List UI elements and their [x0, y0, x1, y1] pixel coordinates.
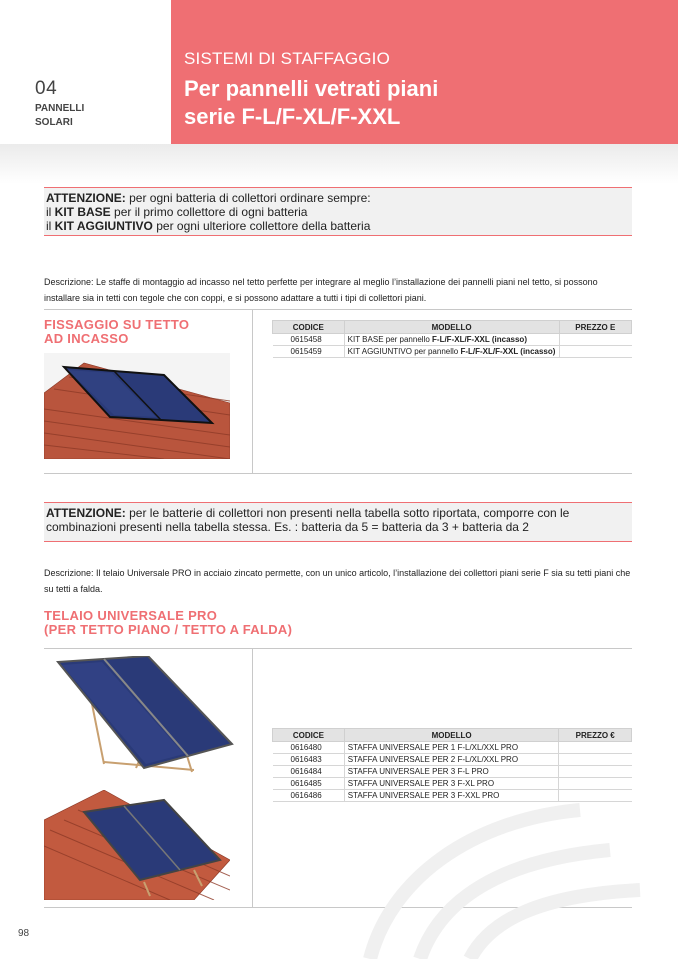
roof-integrated-panel-image	[44, 353, 230, 459]
flat-roof-frame-image	[44, 656, 234, 774]
section-category	[35, 102, 84, 130]
section-1-title	[44, 318, 189, 346]
category-line-2: SOLARI	[35, 117, 73, 128]
attention-box-2	[44, 502, 632, 542]
product-price	[559, 790, 632, 802]
column-header-model: MODELLO	[344, 321, 559, 334]
product-code: 0616483	[273, 754, 345, 766]
pitched-roof-frame-image	[44, 790, 230, 900]
product-code: 0616480	[273, 742, 345, 754]
divider	[44, 473, 632, 474]
product-model	[344, 346, 559, 358]
divider	[44, 309, 632, 310]
attention-1-prefix-3: il	[46, 219, 55, 233]
column-header-code: CODICE	[273, 321, 345, 334]
description-2: Descrizione: Il telaio Universale PRO in acciaio zincato permette, con un unico articolo, l’installazione dei collettori piani serie F sia su tetti piani che su tetti a falda.	[44, 568, 631, 594]
attention-1-text-1: per ogni batteria di collettori ordinare sempre:	[125, 191, 371, 205]
model-prefix: KIT AGGIUNTIVO per pannello	[347, 347, 461, 356]
table-row	[273, 754, 632, 766]
attention-1-line-1	[46, 191, 630, 205]
title-line-2: serie F-L/F-XL/F-XXL	[184, 104, 401, 129]
divider	[44, 648, 632, 649]
category-line-1: PANNELLI	[35, 103, 85, 114]
product-table-2	[272, 728, 632, 802]
table-row	[273, 346, 632, 358]
attention-1-label: ATTENZIONE:	[46, 191, 126, 205]
model-prefix: KIT BASE per pannello	[347, 335, 433, 344]
product-model: STAFFA UNIVERSALE PER 1 F-L/XL/XXL PRO	[344, 742, 559, 754]
section-2-title	[44, 609, 292, 637]
attention-1-text-2: per il primo collettore di ogni batteria	[110, 205, 308, 219]
attention-1-prefix-2: il	[46, 205, 55, 219]
attention-2-label: ATTENZIONE:	[46, 506, 126, 520]
model-series: F-L/F-XL/F-XXL (incasso)	[432, 335, 527, 344]
product-code: 0615458	[273, 334, 345, 346]
product-price	[559, 766, 632, 778]
product-code: 0615459	[273, 346, 345, 358]
attention-1-text-3: per ogni ulteriore collettore della batteria	[152, 219, 371, 233]
title-line-1: Per pannelli vetrati piani	[184, 76, 439, 101]
column-header-price: PREZZO €	[559, 729, 632, 742]
column-header-model: MODELLO	[344, 729, 559, 742]
section-1-title-line-2: AD INCASSO	[44, 331, 129, 346]
section-2-title-line-2: (PER TETTO PIANO / TETTO A FALDA)	[44, 622, 293, 637]
section-number: 04	[35, 78, 58, 99]
product-table-1	[272, 320, 632, 358]
table-row	[273, 790, 632, 802]
table-row	[273, 742, 632, 754]
page-title	[184, 75, 438, 131]
table-row	[273, 766, 632, 778]
header-subtitle: SISTEMI DI STAFFAGGIO	[184, 49, 391, 68]
product-code: 0616486	[273, 790, 345, 802]
product-model: STAFFA UNIVERSALE PER 2 F-L/XL/XXL PRO	[344, 754, 559, 766]
attention-2-line-2: combinazioni presenti nella tabella stessa. Es. : batteria da 5 = batteria da 3 + batteria da 2	[46, 520, 529, 534]
header-left	[0, 0, 171, 144]
column-header-code: CODICE	[273, 729, 345, 742]
column-header-price: PREZZO E	[559, 321, 631, 334]
header-banner	[171, 0, 678, 144]
table-row	[273, 334, 632, 346]
product-price	[559, 778, 632, 790]
product-price	[559, 334, 631, 346]
model-series: F-L/F-XL/F-XXL (incasso)	[460, 347, 556, 356]
page-number: 98	[18, 928, 30, 939]
product-code: 0616484	[273, 766, 345, 778]
section-2-title-line-1: TELAIO UNIVERSALE PRO	[44, 608, 218, 623]
product-price	[559, 754, 632, 766]
kit-base-label: KIT BASE	[54, 205, 111, 219]
table-row	[273, 778, 632, 790]
column-divider	[252, 310, 253, 473]
attention-1-line-3	[46, 219, 630, 233]
product-model: STAFFA UNIVERSALE PER 3 F-XXL PRO	[344, 790, 559, 802]
attention-2-text-1: per le batterie di collettori non presenti nella tabella sotto riportata, comporre con le	[125, 506, 570, 520]
kit-aggiuntivo-label: KIT AGGIUNTIVO	[54, 219, 153, 233]
section-1-title-line-1: FISSAGGIO SU TETTO	[44, 317, 190, 332]
description-1: Descrizione: Le staffe di montaggio ad incasso nel tetto perfette per integrare al meglio l’installazione dei pannelli piani nel tetto, si possono installare sia in tetti con tegole che con coppi, e si possono adattare a tutti i tipi di collettori piani.	[44, 277, 598, 303]
attention-box-1	[44, 187, 632, 236]
attention-1-line-2	[46, 205, 630, 219]
product-model: STAFFA UNIVERSALE PER 3 F-XL PRO	[344, 778, 559, 790]
header-shadow	[0, 144, 678, 184]
product-price	[559, 742, 632, 754]
product-price	[559, 346, 631, 358]
product-model: STAFFA UNIVERSALE PER 3 F-L PRO	[344, 766, 559, 778]
product-code: 0616485	[273, 778, 345, 790]
attention-2-line-1	[46, 506, 630, 520]
product-model	[344, 334, 559, 346]
